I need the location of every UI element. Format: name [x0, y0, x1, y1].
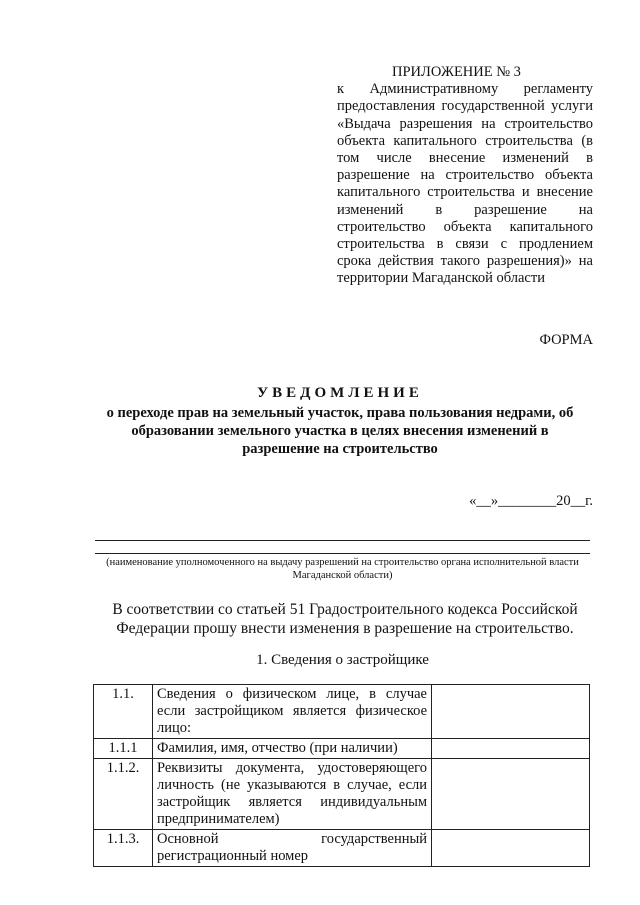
table-row	[94, 759, 590, 830]
authority-caption: (наименование уполномоченного на выдачу разрешений на строительство органа исполнительной власти Магаданской области)	[106, 557, 579, 581]
notice-subtitle: о переходе прав на земельный участок, права пользования недрами, об образовании земельного участка в целях внесения изменений в разрешение на строительство	[106, 405, 574, 457]
row-number: 1.1.2.	[94, 759, 153, 830]
intro-text: В соответствии со статьей 51 Градостроительного кодекса Российской Федерации прошу внести изменения в разрешение на строительство.	[112, 601, 578, 637]
table-row	[94, 830, 590, 867]
authority-line-2	[95, 553, 590, 554]
appendix-title: ПРИЛОЖЕНИЕ № 3	[392, 64, 521, 80]
row-description: Сведения о физическом лице, в случае если застройщиком является физическое лицо:	[153, 685, 432, 739]
row-value-cell[interactable]	[432, 739, 590, 759]
row-description: Реквизиты документа, удостоверяющего личность (не указываются в случае, если застройщик является индивидуальным предпринимателем)	[153, 759, 432, 830]
row-number: 1.1.3.	[94, 830, 153, 867]
table-row	[94, 685, 590, 739]
row-number: 1.1.1	[94, 739, 153, 759]
row-value-cell[interactable]	[432, 759, 590, 830]
row-description: Основной государственный регистрационный номер	[153, 830, 432, 867]
date-line[interactable]: «__»________20__г.	[469, 493, 593, 509]
row-value-cell[interactable]	[432, 830, 590, 867]
section-title: 1. Сведения о застройщике	[256, 652, 429, 668]
row-number: 1.1.	[94, 685, 153, 739]
notice-title: УВЕДОМЛЕНИЕ	[257, 385, 423, 401]
appendix-block	[337, 64, 593, 288]
notice-heading	[90, 384, 590, 458]
row-value-cell[interactable]	[432, 685, 590, 739]
appendix-text: к Административному регламенту предоставления государственной услуги «Выдача разрешения на строительство объекта капитального строительства (в том числе внесение изменений в разрешение на строительство объекта капитального строительства и внесение изменений в разрешение на строительство объекта капитального строительства в связи с продлением срока действия такого разрешения)» на территории Магаданской области	[337, 81, 593, 287]
authority-line-1	[95, 540, 590, 541]
row-description: Фамилия, имя, отчество (при наличии)	[153, 739, 432, 759]
table-row	[94, 739, 590, 759]
applicant-info-table	[93, 684, 590, 867]
form-label: ФОРМА	[539, 332, 593, 348]
